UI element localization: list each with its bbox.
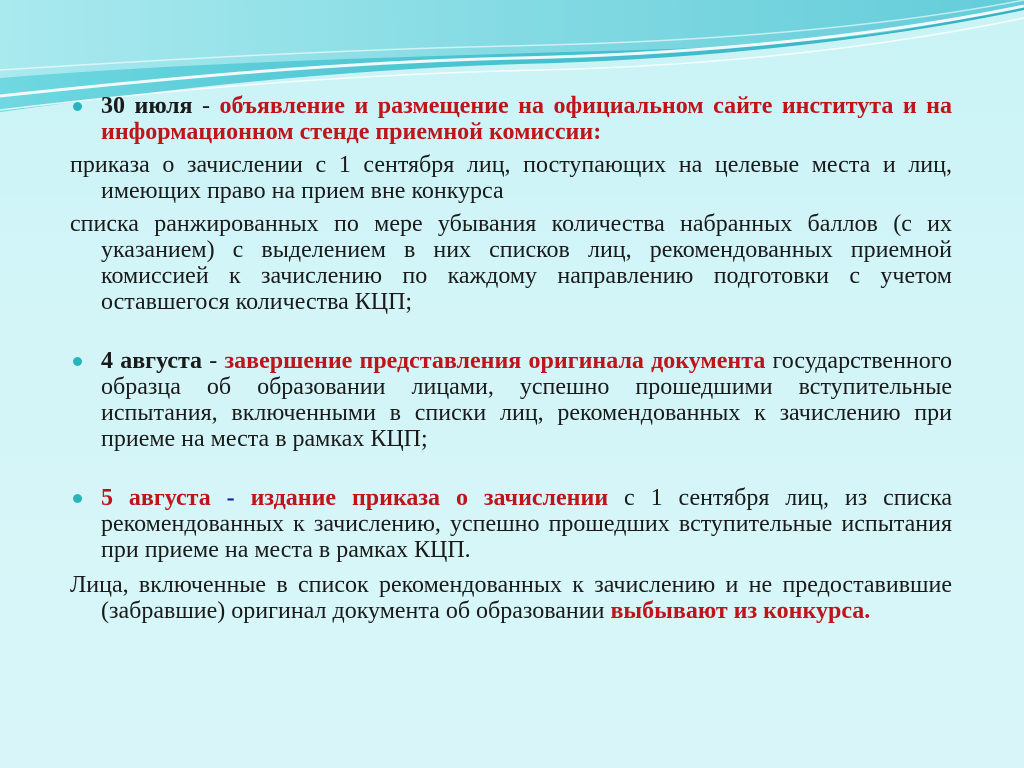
paragraph-ranked-list: списка ранжированных по мере убывания количества набранных баллов (с их указанием) с выделением в них списков лиц, рекомендованных приемной комиссией к зачислению по каждому направлению подготовки с учетом оставшегося количества КЦП;: [70, 211, 952, 315]
item-title: объявление и размещение на официальном сайте института и на информационном стенде приемной комиссии:: [101, 93, 952, 145]
item-dash: -: [192, 93, 220, 119]
bullet-dot-icon: [73, 357, 82, 366]
note-text: Лица, включенные в список рекомендованных к зачислению и не предоставившие (забравшие) оригинал документа об образовании: [70, 572, 952, 624]
bullet-item-august-4: [70, 348, 952, 452]
item-date: 30 июля: [101, 93, 193, 119]
paragraph-enrollment-order: приказа о зачислении с 1 сентября лиц, поступающих на целевые места и лиц, имеющих право на прием вне конкурса: [70, 152, 952, 204]
item-dash: -: [210, 485, 251, 511]
item-date: 4 августа: [101, 348, 203, 374]
slide-content: [70, 93, 952, 624]
item-rest: с 1 сентября лиц, из списка рекомендованных к зачислению, успешно прошедших вступительные испытания при приеме на места в рамках КЦП.: [101, 485, 953, 563]
item-rest: государственного образца об образовании лицами, успешно прошедшими вступительные испытания, включенными в списки лиц, рекомендованных к зачислению при приеме на места в рамках КЦП;: [101, 348, 952, 452]
bullet-dot-icon: [73, 494, 82, 503]
note-emphasis: выбывают из конкурса.: [610, 598, 871, 624]
paragraph-dropout-note: [70, 572, 952, 624]
item-title: издание приказа о зачислении: [250, 485, 609, 511]
item-date: 5 августа: [101, 485, 211, 511]
item-dash: -: [202, 348, 225, 374]
bullet-item-august-5: [70, 485, 952, 563]
bullet-item-july-30: [70, 93, 952, 145]
bullet-dot-icon: [73, 102, 82, 111]
item-title: завершение представления оригинала документа: [224, 348, 766, 374]
